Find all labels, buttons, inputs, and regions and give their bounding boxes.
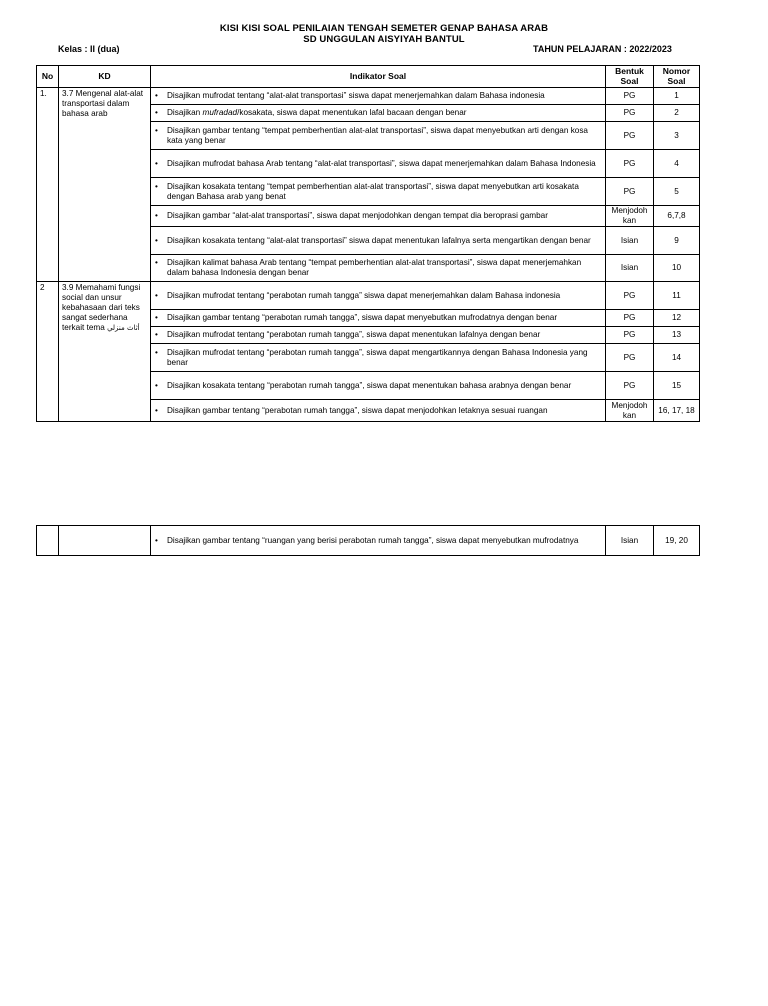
indikator-text — [167, 381, 603, 391]
indikator-cell — [151, 178, 606, 206]
indikator-text-part: Disajikan gambar tentang “perabotan rumah tangga”, siswa dapat menyebutkan mufrodatnya dengan benar — [167, 313, 558, 322]
indikator-text-part: Disajikan — [167, 108, 203, 117]
header-indikator: Indikator Soal — [151, 66, 606, 88]
bentuk-soal-cell: PG — [606, 327, 654, 344]
nomor-soal-cell: 13 — [654, 327, 700, 344]
bullet-icon: • — [155, 125, 158, 135]
bentuk-soal-cell: Menjodoh kan — [606, 206, 654, 227]
indikator-cell — [151, 282, 606, 310]
indikator-text — [167, 211, 603, 221]
indikator-text-part: Disajikan mufrodat tentang “perabotan rumah tangga”, siswa dapat mengartikannya dengan Bahasa Indonesia yang benar — [167, 347, 588, 367]
indikator-text — [167, 348, 603, 368]
indikator-cell — [151, 327, 606, 344]
bullet-icon: • — [155, 158, 158, 168]
bentuk-soal-cell: Menjodoh kan — [606, 400, 654, 422]
indikator-text-part: Disajikan mufrodat tentang “alat-alat transportasi” siswa dapat menerjemahkan dalam Bahasa indonesia — [167, 91, 545, 100]
bullet-icon: • — [155, 313, 158, 322]
bentuk-soal-cell: Isian — [606, 227, 654, 255]
bullet-icon: • — [155, 211, 158, 220]
bentuk-soal-cell: PG — [606, 178, 654, 206]
nomor-soal-cell: 14 — [654, 344, 700, 372]
indikator-cell — [151, 88, 606, 105]
indikator-text-part: Disajikan kosakata tentang “perabotan rumah tangga”, siswa dapat menentukan bahasa arabnya dengan benar — [167, 380, 572, 390]
bentuk-soal-cell: PG — [606, 310, 654, 327]
indikator-cell — [151, 255, 606, 282]
header-kd: KD — [59, 66, 151, 88]
kisi-kisi-table — [36, 65, 700, 422]
indikator-text: Disajikan gambar tentang “ruangan yang berisi perabotan rumah tangga”, siswa dapat menyebutkan mufrodatnya — [167, 535, 579, 545]
indikator-italic-term: mufradad — [202, 108, 238, 117]
bentuk-soal-cell: Isian — [606, 526, 654, 556]
nomor-soal-cell: 5 — [654, 178, 700, 206]
nomor-soal-cell: 11 — [654, 282, 700, 310]
bullet-icon: • — [155, 258, 158, 267]
bentuk-soal-cell: PG — [606, 150, 654, 178]
nomor-soal-cell: 10 — [654, 255, 700, 282]
indikator-text-part: Disajikan gambar “alat-alat transportasi”, siswa dapat menjodohkan dengan tempat dia beroprasi gambar — [167, 211, 548, 220]
class-label: Kelas : II (dua) — [58, 44, 120, 54]
bullet-icon: • — [155, 290, 158, 300]
indikator-text — [167, 406, 603, 416]
no-cell: 2 — [37, 282, 59, 422]
school-name: SD UNGGULAN AISYIYAH BANTUL — [303, 34, 465, 45]
bentuk-soal-cell: PG — [606, 105, 654, 122]
continuation-table — [36, 525, 700, 556]
bullet-icon: • — [155, 330, 158, 339]
bentuk-soal-cell: PG — [606, 88, 654, 105]
kd-text: 3.9 Memahami fungsi social dan unsur kebahasaan dari teks sangat sederhana terkait tema — [62, 283, 141, 332]
indikator-text-part: /kosakata, siswa dapat menentukan lafal bacaan dengan benar — [237, 108, 467, 117]
indikator-text-part: Disajikan gambar tentang “perabotan rumah tangga”, siswa dapat menjodohkan letaknya sesuai ruangan — [167, 405, 548, 415]
indikator-text — [167, 258, 603, 278]
indikator-cell — [151, 150, 606, 178]
indikator-text — [167, 313, 603, 323]
nomor-soal-cell: 4 — [654, 150, 700, 178]
kd-cell — [59, 88, 151, 282]
indikator-text — [167, 108, 603, 118]
indikator-cell — [151, 227, 606, 255]
table-row — [37, 88, 700, 105]
nomor-soal-cell: 19, 20 — [654, 526, 700, 556]
table-row — [37, 526, 700, 556]
indikator-text — [167, 159, 603, 169]
nomor-soal-cell: 9 — [654, 227, 700, 255]
bullet-icon: • — [155, 91, 158, 100]
nomor-soal-cell: 1 — [654, 88, 700, 105]
indikator-text — [167, 182, 603, 202]
indikator-cell — [151, 122, 606, 150]
indikator-text — [167, 236, 603, 246]
bullet-icon: • — [155, 235, 158, 245]
indikator-text-part: Disajikan mufrodat tentang “perabotan rumah tangga”, siswa dapat menentukan lafalnya dengan benar — [167, 330, 541, 339]
bullet-icon: • — [155, 108, 158, 117]
indikator-text-part: Disajikan mufrodat tentang “perabotan rumah tangga” siswa dapat menerjemahkan dalam Bahasa indonesia — [167, 290, 561, 300]
bentuk-soal-cell: PG — [606, 344, 654, 372]
indikator-text-part: Disajikan gambar tentang “tempat pemberhentian alat-alat transportasi”, siswa dapat menyebutkan arti dengan kosa kata yang benar — [167, 125, 588, 145]
indikator-cell — [151, 105, 606, 122]
bullet-icon: • — [155, 347, 158, 357]
indikator-text-part: Disajikan mufrodat bahasa Arab tentang “alat-alat transportasi”, siswa dapat menerjemahkan dalam Bahasa Indonesia — [167, 158, 596, 168]
bullet-icon: • — [155, 380, 158, 390]
table-header-row — [37, 66, 700, 88]
indikator-cell — [151, 206, 606, 227]
table-row — [37, 282, 700, 310]
school-year-label: TAHUN PELAJARAN : 2022/2023 — [533, 44, 672, 54]
header-nomor-soal: Nomor Soal — [654, 66, 700, 88]
indikator-text — [167, 91, 603, 101]
nomor-soal-cell: 3 — [654, 122, 700, 150]
bentuk-soal-cell: Isian — [606, 255, 654, 282]
indikator-cell — [151, 310, 606, 327]
kd-cell — [59, 526, 151, 556]
nomor-soal-cell: 15 — [654, 372, 700, 400]
header-no: No — [37, 66, 59, 88]
nomor-soal-cell: 12 — [654, 310, 700, 327]
kd-text: 3.7 Mengenal alat-alat transportasi dalam bahasa arab — [62, 89, 144, 118]
nomor-soal-cell: 6,7,8 — [654, 206, 700, 227]
bullet-icon: • — [155, 405, 158, 415]
indikator-text — [167, 126, 603, 146]
indikator-text-part: Disajikan kosakata tentang “alat-alat transportasi” siswa dapat menentukan lafalnya serta mengartikan dengan benar — [167, 235, 591, 245]
indikator-text — [167, 291, 603, 301]
kd-cell — [59, 282, 151, 422]
nomor-soal-cell: 2 — [654, 105, 700, 122]
no-cell: 1. — [37, 88, 59, 282]
header-bentuk-soal: Bentuk Soal — [606, 66, 654, 88]
bullet-icon: • — [155, 181, 158, 191]
no-cell — [37, 526, 59, 556]
kd-arabic-text: أثاث منزلي — [107, 324, 140, 332]
bullet-icon: • — [155, 535, 158, 545]
indikator-cell — [151, 526, 606, 556]
indikator-cell — [151, 372, 606, 400]
indikator-cell — [151, 400, 606, 422]
indikator-text-part: Disajikan kosakata tentang “tempat pemberhentian alat-alat transportasi”, siswa dapat menyebutkan arti kosakata dengan Bahasa arab yang benat — [167, 181, 579, 201]
bentuk-soal-cell: PG — [606, 122, 654, 150]
bentuk-soal-cell: PG — [606, 372, 654, 400]
indikator-text-part: Disajikan kalimat bahasa Arab tentang “tempat pemberhentian alat-alat transportasi”, siswa dapat menerjemahkan dalam bahasa Indonesia dengan benar — [167, 258, 582, 277]
indikator-cell — [151, 344, 606, 372]
indikator-text — [167, 330, 603, 340]
bentuk-soal-cell: PG — [606, 282, 654, 310]
document-title: KISI KISI SOAL PENILAIAN TENGAH SEMETER GENAP BAHASA ARAB — [219, 23, 549, 34]
nomor-soal-cell: 16, 17, 18 — [654, 400, 700, 422]
